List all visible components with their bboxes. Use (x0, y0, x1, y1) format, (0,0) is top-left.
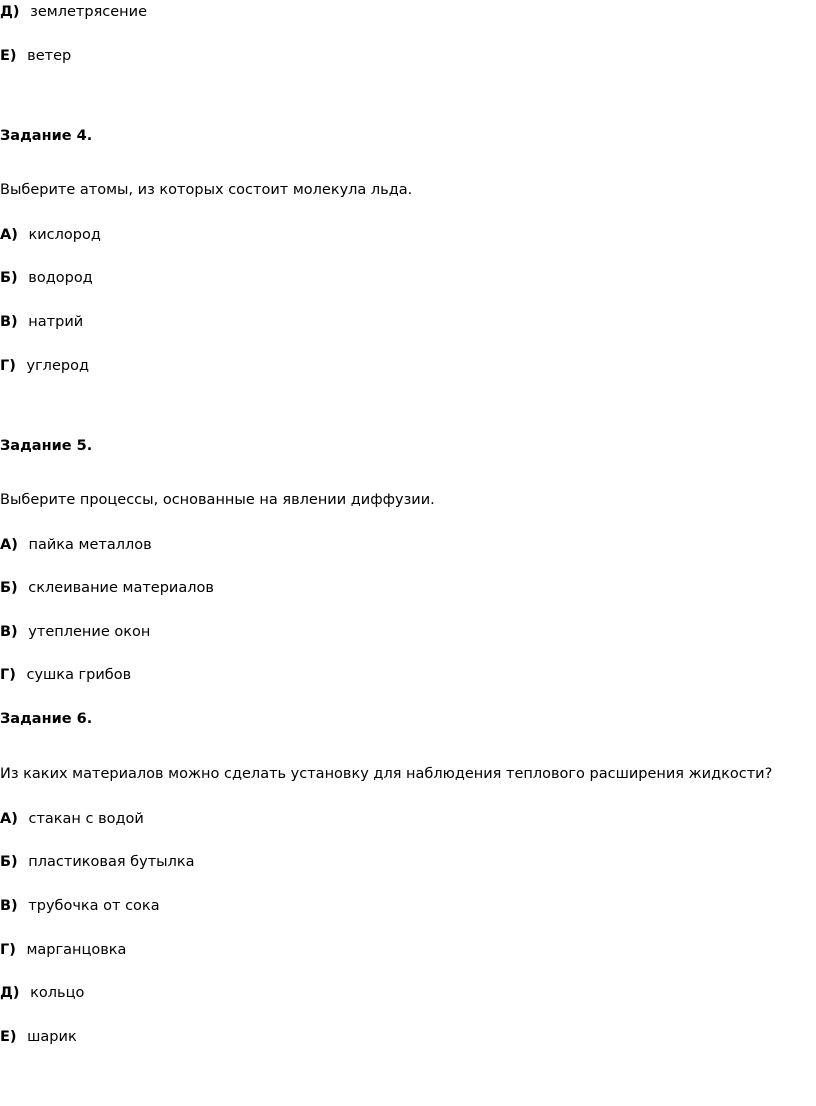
option-letter: Б) (0, 270, 18, 286)
task-6-question: Из каких материалов можно сделать установку для наблюдения теплового расширения жидкости? (0, 766, 773, 782)
option-text: шарик (27, 1029, 77, 1045)
option-letter: В) (0, 314, 18, 330)
option-letter: Д) (0, 4, 20, 20)
option-text: склеивание материалов (28, 580, 214, 596)
task-6-heading: Задание 6. (0, 711, 93, 727)
option-text: утепление окон (28, 624, 151, 640)
task-4-option-v (0, 312, 83, 332)
option-letter: А) (0, 227, 18, 243)
option-text: стакан с водой (28, 811, 144, 827)
task-5-heading: Задание 5. (0, 438, 93, 454)
task-5-question: Выберите процессы, основанные на явлении диффузии. (0, 492, 435, 508)
option-letter: В) (0, 898, 18, 914)
option-text: трубочка от сока (28, 898, 160, 914)
option-text: ветер (27, 48, 72, 64)
option-letter: Г) (0, 942, 16, 958)
option-letter: Б) (0, 854, 18, 870)
option-letter: Г) (0, 667, 16, 683)
task-6-option-g (0, 940, 126, 960)
task-4-option-g (0, 356, 89, 376)
task-5-option-a (0, 535, 152, 555)
task-5-option-b (0, 578, 214, 598)
option-letter: В) (0, 624, 18, 640)
option-text: пластиковая бутылка (28, 854, 195, 870)
task-6-option-a (0, 809, 144, 829)
option-letter: А) (0, 537, 18, 553)
option-text: землетрясение (30, 4, 148, 20)
task-4-question: Выберите атомы, из которых состоит молекула льда. (0, 182, 413, 198)
task-5-option-g (0, 665, 131, 685)
task-6-option-d (0, 983, 84, 1003)
option-text: марганцовка (26, 942, 127, 958)
task-6-option-b (0, 852, 195, 872)
task-4-option-a (0, 225, 101, 245)
task-6-option-e (0, 1027, 77, 1047)
option-text: сушка грибов (26, 667, 132, 683)
task-4-option-b (0, 268, 93, 288)
option-text: натрий (28, 314, 84, 330)
task-5-option-v (0, 622, 150, 642)
option-text: кислород (28, 227, 101, 243)
option-text: пайка металлов (28, 537, 152, 553)
option-text: углерод (26, 358, 89, 374)
task-4-heading: Задание 4. (0, 128, 93, 144)
option-letter: Е) (0, 1029, 17, 1045)
option-text: водород (28, 270, 93, 286)
task-6-option-v (0, 896, 160, 916)
option-letter: Е) (0, 48, 17, 64)
option-letter: А) (0, 811, 18, 827)
option-text: кольцо (30, 985, 85, 1001)
option-e (0, 46, 71, 66)
option-d (0, 2, 147, 22)
option-letter: Д) (0, 985, 20, 1001)
option-letter: Г) (0, 358, 16, 374)
option-letter: Б) (0, 580, 18, 596)
